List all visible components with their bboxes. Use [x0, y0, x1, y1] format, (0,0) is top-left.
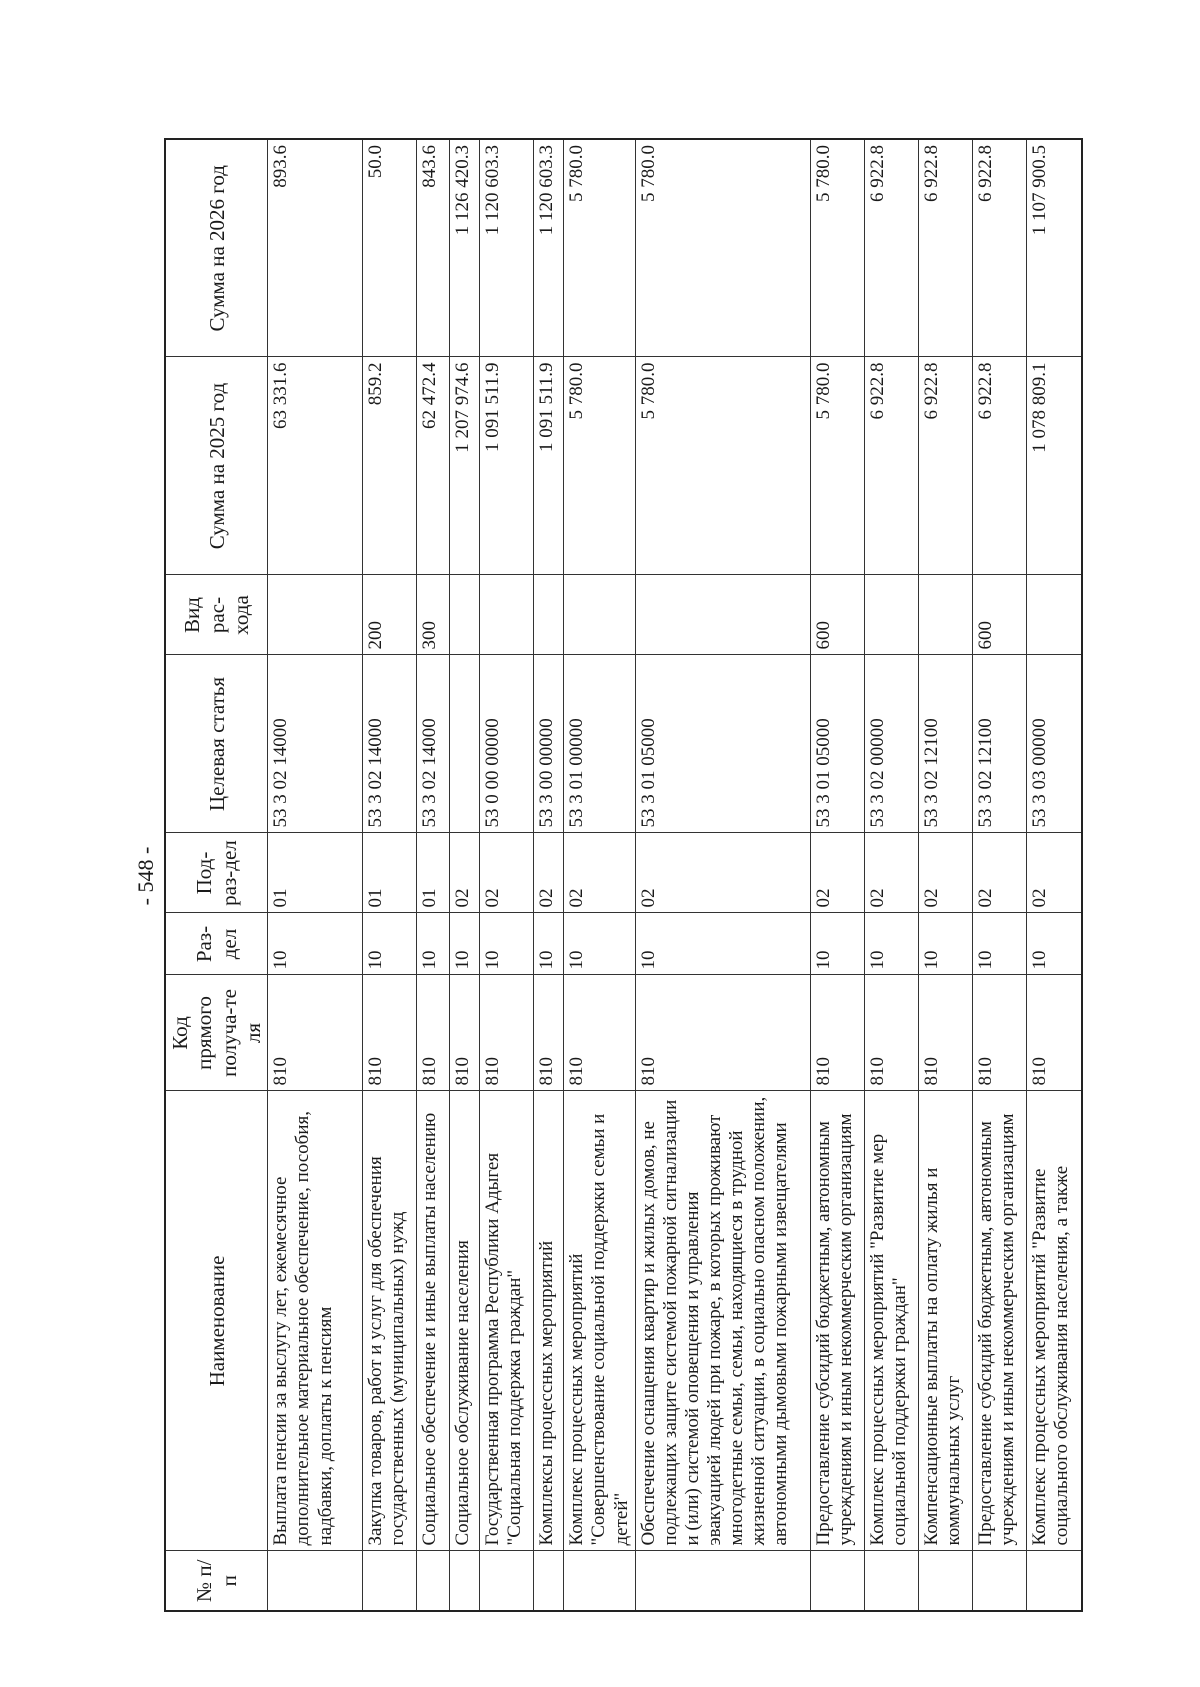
row-sum-2025-cell: 1 091 511.9 [480, 357, 534, 575]
row-number-cell [417, 1551, 450, 1611]
row-section-cell: 10 [810, 913, 864, 975]
row-section-cell: 10 [534, 913, 564, 975]
row-sum-2025-cell: 5 780.0 [810, 357, 864, 575]
table-row [417, 139, 450, 1611]
row-section-cell: 10 [918, 913, 972, 975]
row-expense-type-cell: 200 [363, 575, 417, 655]
row-recipient-code-cell: 810 [450, 975, 480, 1091]
row-expense-type-cell: 600 [810, 575, 864, 655]
row-name-cell: Комплекс процессных мероприятий "Совершенствование социальной поддержки семьи и детей" [564, 1091, 635, 1551]
table-row [972, 139, 1026, 1611]
row-recipient-code-cell: 810 [918, 975, 972, 1091]
row-target-article-cell: 53 3 02 14000 [268, 655, 363, 833]
row-expense-type-cell [268, 575, 363, 655]
row-section-cell: 10 [480, 913, 534, 975]
row-sum-2026-cell: 5 780.0 [564, 139, 635, 357]
row-subsection-cell: 02 [1026, 833, 1082, 913]
table-row [480, 139, 534, 1611]
header-sum-2026: Сумма на 2026 год [165, 139, 268, 357]
row-subsection-cell: 02 [480, 833, 534, 913]
table-row [363, 139, 417, 1611]
row-subsection-cell: 02 [972, 833, 1026, 913]
row-number-cell [1026, 1551, 1082, 1611]
row-number-cell [480, 1551, 534, 1611]
table-row [864, 139, 918, 1611]
row-expense-type-cell [534, 575, 564, 655]
header-sum-2025: Сумма на 2025 год [165, 357, 268, 575]
row-number-cell [972, 1551, 1026, 1611]
row-target-article-cell: 53 3 02 14000 [417, 655, 450, 833]
row-target-article-cell: 53 0 00 00000 [480, 655, 534, 833]
row-sum-2026-cell: 5 780.0 [635, 139, 810, 357]
header-subsection: Под-раз-дел [165, 833, 268, 913]
row-sum-2026-cell: 843.6 [417, 139, 450, 357]
row-sum-2026-cell: 5 780.0 [810, 139, 864, 357]
row-recipient-code-cell: 810 [810, 975, 864, 1091]
row-number-cell [450, 1551, 480, 1611]
row-name-cell: Предоставление субсидий бюджетным, автономным учреждениям и иным некоммерческим организациям [810, 1091, 864, 1551]
header-recipient-code: Код прямого получа-те ля [165, 975, 268, 1091]
row-expense-type-cell: 300 [417, 575, 450, 655]
row-target-article-cell: 53 3 02 12100 [918, 655, 972, 833]
row-sum-2026-cell: 6 922.8 [864, 139, 918, 357]
row-name-cell: Обеспечение оснащения квартир и жилых домов, не подлежащих защите системой пожарной сигнализации и (или) системой оповещения и управления эвакуацией людей при пожаре, в которых проживают многодетные семьи, семьи, находящиеся в трудной жизненной ситуации, в социально опасном положении, автономными дымовыми пожарными извещателями [635, 1091, 810, 1551]
row-subsection-cell: 01 [363, 833, 417, 913]
row-number-cell [564, 1551, 635, 1611]
row-target-article-cell: 53 3 02 14000 [363, 655, 417, 833]
row-sum-2025-cell: 859.2 [363, 357, 417, 575]
row-recipient-code-cell: 810 [864, 975, 918, 1091]
row-number-cell [810, 1551, 864, 1611]
row-sum-2026-cell: 893.6 [268, 139, 363, 357]
row-section-cell: 10 [268, 913, 363, 975]
page-number: - 548 - [133, 846, 158, 906]
row-sum-2026-cell: 6 922.8 [972, 139, 1026, 357]
row-name-cell: Социальное обслуживание населения [450, 1091, 480, 1551]
row-target-article-cell: 53 3 02 00000 [864, 655, 918, 833]
row-subsection-cell: 02 [864, 833, 918, 913]
row-number-cell [363, 1551, 417, 1611]
row-sum-2025-cell: 6 922.8 [864, 357, 918, 575]
table-row [810, 139, 864, 1611]
row-subsection-cell: 02 [635, 833, 810, 913]
budget-table [164, 138, 1083, 1612]
row-name-cell: Государственная программа Республики Адыгея "Социальная поддержка граждан" [480, 1091, 534, 1551]
row-recipient-code-cell: 810 [480, 975, 534, 1091]
row-sum-2025-cell: 63 331.6 [268, 357, 363, 575]
row-subsection-cell: 02 [450, 833, 480, 913]
row-target-article-cell: 53 3 02 12100 [972, 655, 1026, 833]
row-sum-2026-cell: 50.0 [363, 139, 417, 357]
header-expense-type: Вид рас-хода [165, 575, 268, 655]
row-sum-2026-cell: 6 922.8 [918, 139, 972, 357]
table-row [450, 139, 480, 1611]
row-recipient-code-cell: 810 [417, 975, 450, 1091]
header-section: Раз-дел [165, 913, 268, 975]
table-row [268, 139, 363, 1611]
row-section-cell: 10 [864, 913, 918, 975]
row-sum-2026-cell: 1 107 900.5 [1026, 139, 1082, 357]
row-name-cell: Комплексы процессных мероприятий [534, 1091, 564, 1551]
row-target-article-cell [450, 655, 480, 833]
row-number-cell [534, 1551, 564, 1611]
table-row [918, 139, 972, 1611]
row-expense-type-cell [450, 575, 480, 655]
row-section-cell: 10 [363, 913, 417, 975]
row-name-cell: Выплата пенсии за выслугу лет, ежемесячное дополнительное материальное обеспечение, пособия, надбавки, доплаты к пенсиям [268, 1091, 363, 1551]
header-name: Наименование [165, 1091, 268, 1551]
row-name-cell: Комплекс процессных мероприятий "Развитие мер социальной поддержки граждан" [864, 1091, 918, 1551]
row-section-cell: 10 [450, 913, 480, 975]
row-subsection-cell: 02 [810, 833, 864, 913]
row-sum-2025-cell: 1 078 809.1 [1026, 357, 1082, 575]
header-target-article: Целевая статья [165, 655, 268, 833]
row-section-cell: 10 [972, 913, 1026, 975]
row-expense-type-cell [1026, 575, 1082, 655]
row-expense-type-cell [635, 575, 810, 655]
row-subsection-cell: 01 [417, 833, 450, 913]
row-section-cell: 10 [417, 913, 450, 975]
row-name-cell: Компенсационные выплаты на оплату жилья и коммунальных услуг [918, 1091, 972, 1551]
row-section-cell: 10 [635, 913, 810, 975]
row-sum-2025-cell: 5 780.0 [564, 357, 635, 575]
row-subsection-cell: 01 [268, 833, 363, 913]
row-sum-2025-cell: 6 922.8 [972, 357, 1026, 575]
table-header-row [165, 139, 268, 1611]
row-sum-2025-cell: 1 207 974.6 [450, 357, 480, 575]
row-name-cell: Социальное обеспечение и иные выплаты населению [417, 1091, 450, 1551]
row-sum-2025-cell: 62 472.4 [417, 357, 450, 575]
row-expense-type-cell [864, 575, 918, 655]
row-name-cell: Предоставление субсидий бюджетным, автономным учреждениям и иным некоммерческим организациям [972, 1091, 1026, 1551]
row-target-article-cell: 53 3 03 00000 [1026, 655, 1082, 833]
row-sum-2026-cell: 1 126 420.3 [450, 139, 480, 357]
row-recipient-code-cell: 810 [534, 975, 564, 1091]
row-number-cell [635, 1551, 810, 1611]
row-sum-2026-cell: 1 120 603.3 [480, 139, 534, 357]
row-number-cell [268, 1551, 363, 1611]
row-target-article-cell: 53 3 00 00000 [534, 655, 564, 833]
row-target-article-cell: 53 3 01 05000 [810, 655, 864, 833]
row-sum-2026-cell: 1 120 603.3 [534, 139, 564, 357]
row-subsection-cell: 02 [918, 833, 972, 913]
row-recipient-code-cell: 810 [972, 975, 1026, 1091]
row-target-article-cell: 53 3 01 00000 [564, 655, 635, 833]
row-sum-2025-cell: 5 780.0 [635, 357, 810, 575]
row-recipient-code-cell: 810 [564, 975, 635, 1091]
row-section-cell: 10 [564, 913, 635, 975]
row-subsection-cell: 02 [564, 833, 635, 913]
row-name-cell: Комплекс процессных мероприятий "Развитие социального обслуживания населения, а также [1026, 1091, 1082, 1551]
row-recipient-code-cell: 810 [363, 975, 417, 1091]
rotated-page [128, 140, 1072, 1612]
row-expense-type-cell [564, 575, 635, 655]
row-expense-type-cell: 600 [972, 575, 1026, 655]
row-number-cell [918, 1551, 972, 1611]
table-row [1026, 139, 1082, 1611]
table-row [534, 139, 564, 1611]
table-body [268, 139, 1082, 1611]
row-recipient-code-cell: 810 [635, 975, 810, 1091]
header-no: № п/п [165, 1551, 268, 1611]
table-row [635, 139, 810, 1611]
row-target-article-cell: 53 3 01 05000 [635, 655, 810, 833]
row-number-cell [864, 1551, 918, 1611]
row-recipient-code-cell: 810 [1026, 975, 1082, 1091]
row-expense-type-cell [480, 575, 534, 655]
row-name-cell: Закупка товаров, работ и услуг для обеспечения государственных (муниципальных) нужд [363, 1091, 417, 1551]
table-row [564, 139, 635, 1611]
row-recipient-code-cell: 810 [268, 975, 363, 1091]
row-expense-type-cell [918, 575, 972, 655]
row-section-cell: 10 [1026, 913, 1082, 975]
row-subsection-cell: 02 [534, 833, 564, 913]
row-sum-2025-cell: 1 091 511.9 [534, 357, 564, 575]
row-sum-2025-cell: 6 922.8 [918, 357, 972, 575]
